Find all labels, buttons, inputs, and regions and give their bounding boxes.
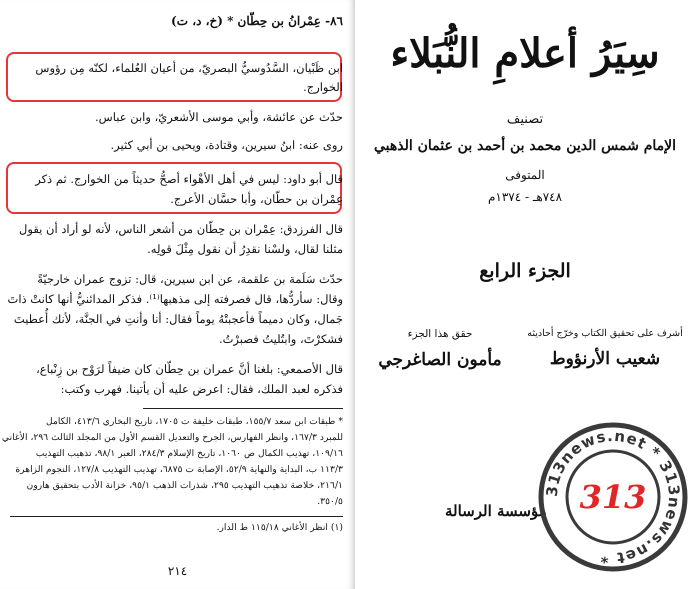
footnote-line: للمبرد ١٦٧/٣، وانظر الفهارس، الجرح والتعديل القسم الأول من المجلد الثالث ٢٩٦، الأغاني	[1, 432, 343, 443]
page-number: ٢١٤	[167, 564, 188, 578]
watermark-stamp	[538, 422, 688, 572]
supervisor-credit	[520, 328, 690, 369]
entry-heading: ٨٦- عِمْرانُ بن حِطّان * (خ، د، ت)	[171, 14, 343, 28]
stamp-number: 313	[579, 478, 647, 516]
text-line: الخوارج.	[303, 80, 343, 94]
footnote-line: ١١٣/٣ ب، البداية والنهاية ٥٢/٩، الإصابة ت ٦٨٧٥، تهذيب التهذيب ١٢٧/٨، النجوم الزاهرة	[15, 464, 343, 475]
footnote-divider-2	[10, 516, 343, 517]
death-year: ٧٤٨هـ - ١٣٧٤م	[487, 190, 563, 204]
editor-label: حقق هذا الجزء	[407, 328, 473, 340]
text-line: فشكرْتَ، وابتُليتُ فصبرْتُ.	[218, 332, 343, 346]
editor-name: مأمون الصاغرجي	[378, 350, 502, 370]
authored-label: تصنيف	[506, 112, 544, 127]
footnote-line: ٣٥٠/٥.	[317, 496, 343, 507]
supervisor-name: شعيب الأرنؤوط	[549, 349, 661, 369]
footnote-1: (١) انظر الأغاني ١١٥/١٨ ط الدار.	[216, 522, 343, 533]
text-line: فذكره لعبد الملك، فقال: اعرض عليه أن يأتينا. فهرب وكتب:	[60, 382, 343, 396]
stamp-ring-text: 313news.net * 313news.net *	[542, 426, 684, 568]
footnote-divider	[143, 408, 343, 409]
text-line: ابن ظَبْيان، السَّدُوسيُّ البصريّ، من أعيان العُلماء، لكنّه مِن رؤوس	[35, 61, 343, 75]
text-line: روى عنه: ابنُ سيرين، وقتادة، ويحيى بن أبي كثير.	[110, 138, 343, 152]
publisher-name: مؤسسة الرسالة	[445, 502, 547, 520]
book-title: سِيَرُ أعلامِ النُّبَلاء	[390, 30, 660, 77]
supervisor-label: أشرف على تحقيق الكتاب وخرّج أحاديثه	[527, 328, 683, 339]
text-line: حدّث عن عائشة، وأبي موسى الأشعريّ، وابن عباس.	[95, 110, 343, 124]
text-line: مثلنا لقال، ولسْنا نقدِرُ أن نقول مِثْلَ قولِه.	[147, 242, 343, 256]
highlight-box-2	[6, 162, 342, 214]
footnote-line: ١٠٩/١٦، تهذيب الكمال ص ١٠٦٠، تاريخ الإسلام ٢٨٤/٣، العبر ٩٨/١، تذهيب التهذيب	[35, 448, 343, 459]
footnote-line: * طبقات ابن سعد ١٥٥/٧، طبقات خليفة ت ١٧٠٥، تاريخ البخاري ٤١٣/٦، الكامل	[46, 416, 343, 427]
highlight-box-1	[6, 52, 342, 102]
died-label: المتوفى	[505, 168, 545, 182]
text-line: عِمْران بن حطّان، وأبا حسَّان الأعرج.	[170, 192, 343, 206]
text-line: جَمال، وكان دميماً فأعجبتْهُ يوماً فقال: أنا وأنتِ في الجنَّة، لأنك أُعطيتَ	[13, 312, 343, 326]
volume-title: الجزء الرابع	[479, 260, 571, 282]
text-line: قال الأصمعي: بلغنا أنَّ عمران بن حِطّان كان ضيفاً لرَوْح بن زِنْباع،	[36, 362, 343, 376]
text-line: قال أبو داود: ليس في أهل الأهْواء أصحُّ حديثاً من الخوارج. ثم ذكر	[35, 172, 343, 186]
author-name: الإمام شمس الدين محمد بن أحمد بن عثمان الذهبي	[373, 138, 677, 154]
text-line: حدّث سَلَمة بن علقمة، عن ابن سيرين، قال: تزوج عمران خارجيّةً	[37, 272, 343, 286]
editor-credit	[365, 328, 515, 370]
text-line: قال الفرزدق: عِمْران بن حِطّان من أشعر الناس، لأنه لو أراد أن يقول	[19, 222, 343, 236]
footnote-line: ٢١٦/١، خلاصة تذهيب التهذيب ٢٩٥، شذرات الذهب ٩٥/١، خزانة الأدب بتحقيق هارون	[26, 480, 343, 491]
stamp-graphic	[538, 422, 688, 572]
text-line: وقال: سأردُّها، قال فصرفته إلى مذهبها⁽¹⁾. فذكر المدائنيُّ أنها كانتْ ذاتَ	[7, 292, 343, 306]
